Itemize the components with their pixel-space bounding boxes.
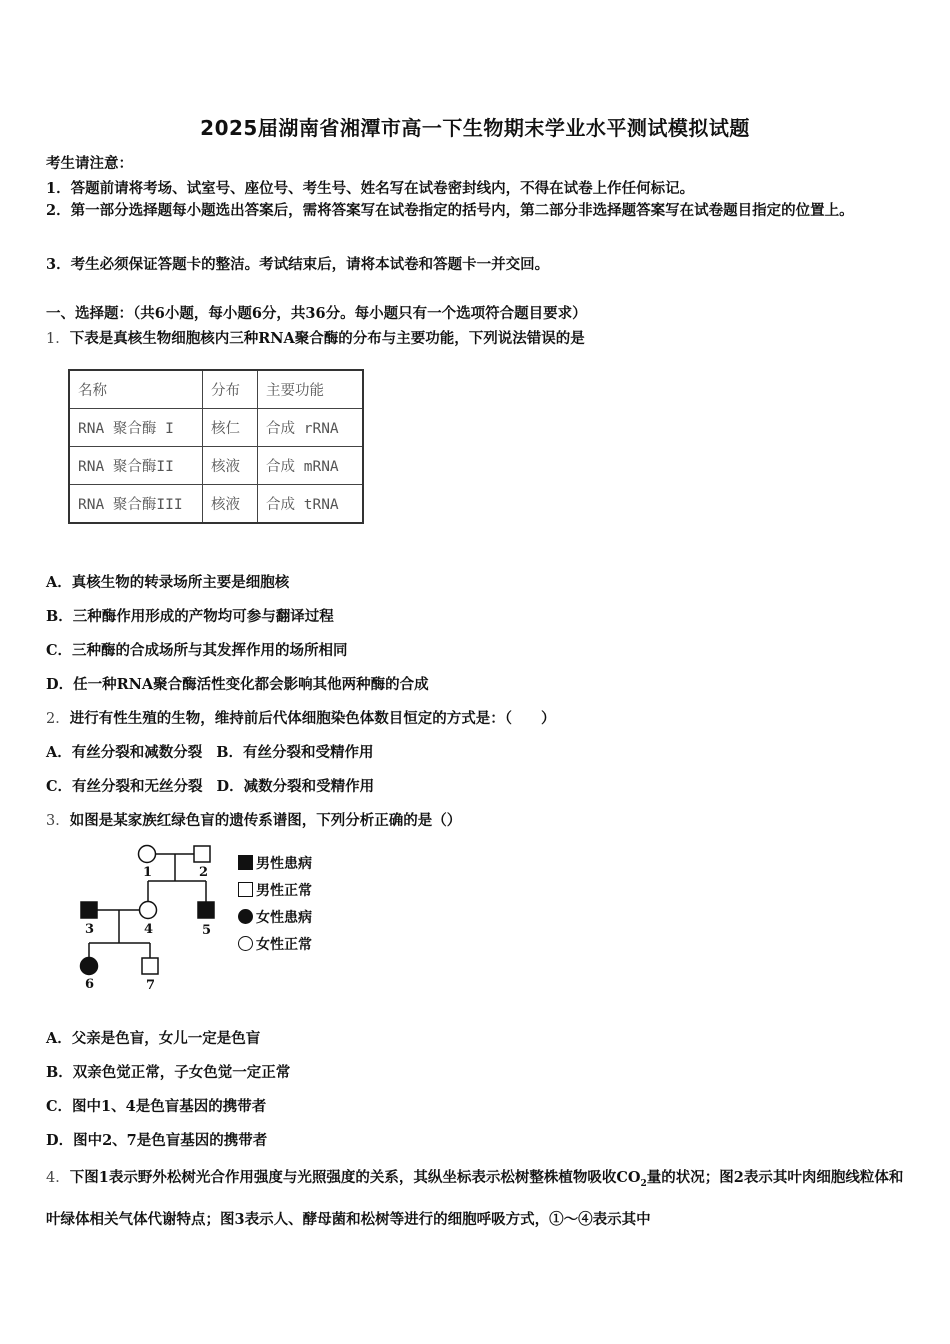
question-4 xyxy=(46,1160,904,1238)
question-stem: 进行有性生殖的生物，维持前后代体细胞染色体数目恒定的方式是：（ ） xyxy=(69,710,556,727)
label-1: 1 xyxy=(143,865,153,880)
label-6: 6 xyxy=(85,977,95,992)
table-cell: 核液 xyxy=(203,485,258,524)
question-1 xyxy=(46,327,585,348)
section-heading: 一、选择题：（共6小题，每小题6分，共36分。每小题只有一个选项符合题目要求） xyxy=(46,305,587,322)
question-stem: 如图是某家族红绿色盲的遗传系谱图，下列分析正确的是（） xyxy=(69,812,462,829)
individual-1-normal-female xyxy=(139,846,156,863)
notice-item-2: 2．第一部分选择题每小题选出答案后，需将答案写在试卷指定的括号内，第二部分非选择题答案写在试卷题目指定的位置上。 xyxy=(46,202,854,219)
notice-heading: 考生请注意： xyxy=(46,155,133,172)
individual-6-affected-female xyxy=(81,958,98,975)
filled-circle-icon xyxy=(238,909,253,924)
legend-affected-male xyxy=(238,853,312,873)
label-2: 2 xyxy=(199,865,209,880)
q3-option-b: B．双亲色觉正常，子女色觉一定正常 xyxy=(46,1064,291,1081)
table-header-row xyxy=(69,370,363,409)
filled-square-icon xyxy=(238,855,253,870)
legend-normal-male xyxy=(238,880,312,900)
table-cell: RNA 聚合酶III xyxy=(69,485,203,524)
table-cell: 核液 xyxy=(203,447,258,485)
q1-option-a: A．真核生物的转录场所主要是细胞核 xyxy=(46,574,290,591)
question-number: 2． xyxy=(46,711,70,727)
question-3 xyxy=(46,809,461,830)
table-cell: 合成 tRNA xyxy=(258,485,364,524)
notice-item-1: 1．答题前请将考场、试室号、座位号、考生号、姓名写在试卷密封线内，不得在试卷上作任何标记。 xyxy=(46,180,695,197)
individual-7-normal-male xyxy=(142,958,158,974)
question-stem: 下表是真核生物细胞核内三种RNA聚合酶的分布与主要功能，下列说法错误的是 xyxy=(69,330,585,347)
table-row xyxy=(69,485,363,524)
q2-option-c: C．有丝分裂和无丝分裂 xyxy=(46,778,203,795)
q1-option-d: D．任一种RNA聚合酶活性变化都会影响其他两种酶的合成 xyxy=(46,676,429,693)
q3-option-c: C．图中1、4是色盲基因的携带者 xyxy=(46,1098,267,1115)
question-number: 1． xyxy=(46,331,70,347)
individual-5-affected-male xyxy=(198,902,214,918)
open-circle-icon xyxy=(238,936,253,951)
q1-option-b: B．三种酶作用形成的产物均可参与翻译过程 xyxy=(46,608,334,625)
legend-label: 男性患病 xyxy=(256,856,312,872)
pedigree-chart xyxy=(70,840,230,1000)
subscript: 2 xyxy=(640,1178,647,1189)
label-3: 3 xyxy=(85,922,95,937)
q1-option-c: C．三种酶的合成场所与其发挥作用的场所相同 xyxy=(46,642,348,659)
rna-polymerase-table xyxy=(68,369,364,524)
label-7: 7 xyxy=(146,978,156,993)
table-header-cell: 分布 xyxy=(203,370,258,409)
table-cell: RNA 聚合酶 I xyxy=(69,409,203,447)
legend-label: 女性正常 xyxy=(256,937,312,953)
label-5: 5 xyxy=(202,923,212,938)
table-row xyxy=(69,409,363,447)
q2-options-row-2 xyxy=(46,775,374,796)
table-header-cell: 名称 xyxy=(69,370,203,409)
legend-affected-female xyxy=(238,907,312,927)
label-4: 4 xyxy=(144,922,154,937)
q3-option-a: A．父亲是色盲，女儿一定是色盲 xyxy=(46,1030,261,1047)
table-cell: 合成 mRNA xyxy=(258,447,364,485)
question-stem: 下图1表示野外松树光合作用强度与光照强度的关系，其纵坐标表示松树整株植物吸收CO xyxy=(69,1169,641,1186)
individual-3-affected-male xyxy=(81,902,97,918)
table-header-cell: 主要功能 xyxy=(258,370,364,409)
legend-label: 男性正常 xyxy=(256,883,312,899)
notice-item-3: 3．考生必须保证答题卡的整洁。考试结束后，请将本试卷和答题卡一并交回。 xyxy=(46,256,550,273)
question-number: 4． xyxy=(46,1170,70,1186)
table-cell: 合成 rRNA xyxy=(258,409,364,447)
table-row xyxy=(69,447,363,485)
question-stem-continued: 量的状况；图2表示其叶肉细胞线粒体和叶绿体相关气体代谢特点；图3表示人、酵母菌和松树等进行的细胞呼吸方式，①～④表示其中 xyxy=(46,1169,904,1228)
q2-option-d: D．减数分裂和受精作用 xyxy=(216,778,375,795)
open-square-icon xyxy=(238,882,253,897)
legend-label: 女性患病 xyxy=(256,910,312,926)
question-number: 3． xyxy=(46,813,70,829)
table-cell: 核仁 xyxy=(203,409,258,447)
page-title: 2025届湖南省湘潭市高一下生物期末学业水平测试模拟试题 xyxy=(200,116,750,140)
question-2 xyxy=(46,707,555,728)
q3-option-d: D．图中2、7是色盲基因的携带者 xyxy=(46,1132,268,1149)
individual-4-normal-female xyxy=(140,902,157,919)
table-cell: RNA 聚合酶II xyxy=(69,447,203,485)
legend-normal-female xyxy=(238,934,312,954)
q2-option-b: B．有丝分裂和受精作用 xyxy=(216,744,374,761)
q2-options-row-1 xyxy=(46,741,374,762)
individual-2-normal-male xyxy=(194,846,210,862)
q2-option-a: A．有丝分裂和减数分裂 xyxy=(46,744,203,761)
